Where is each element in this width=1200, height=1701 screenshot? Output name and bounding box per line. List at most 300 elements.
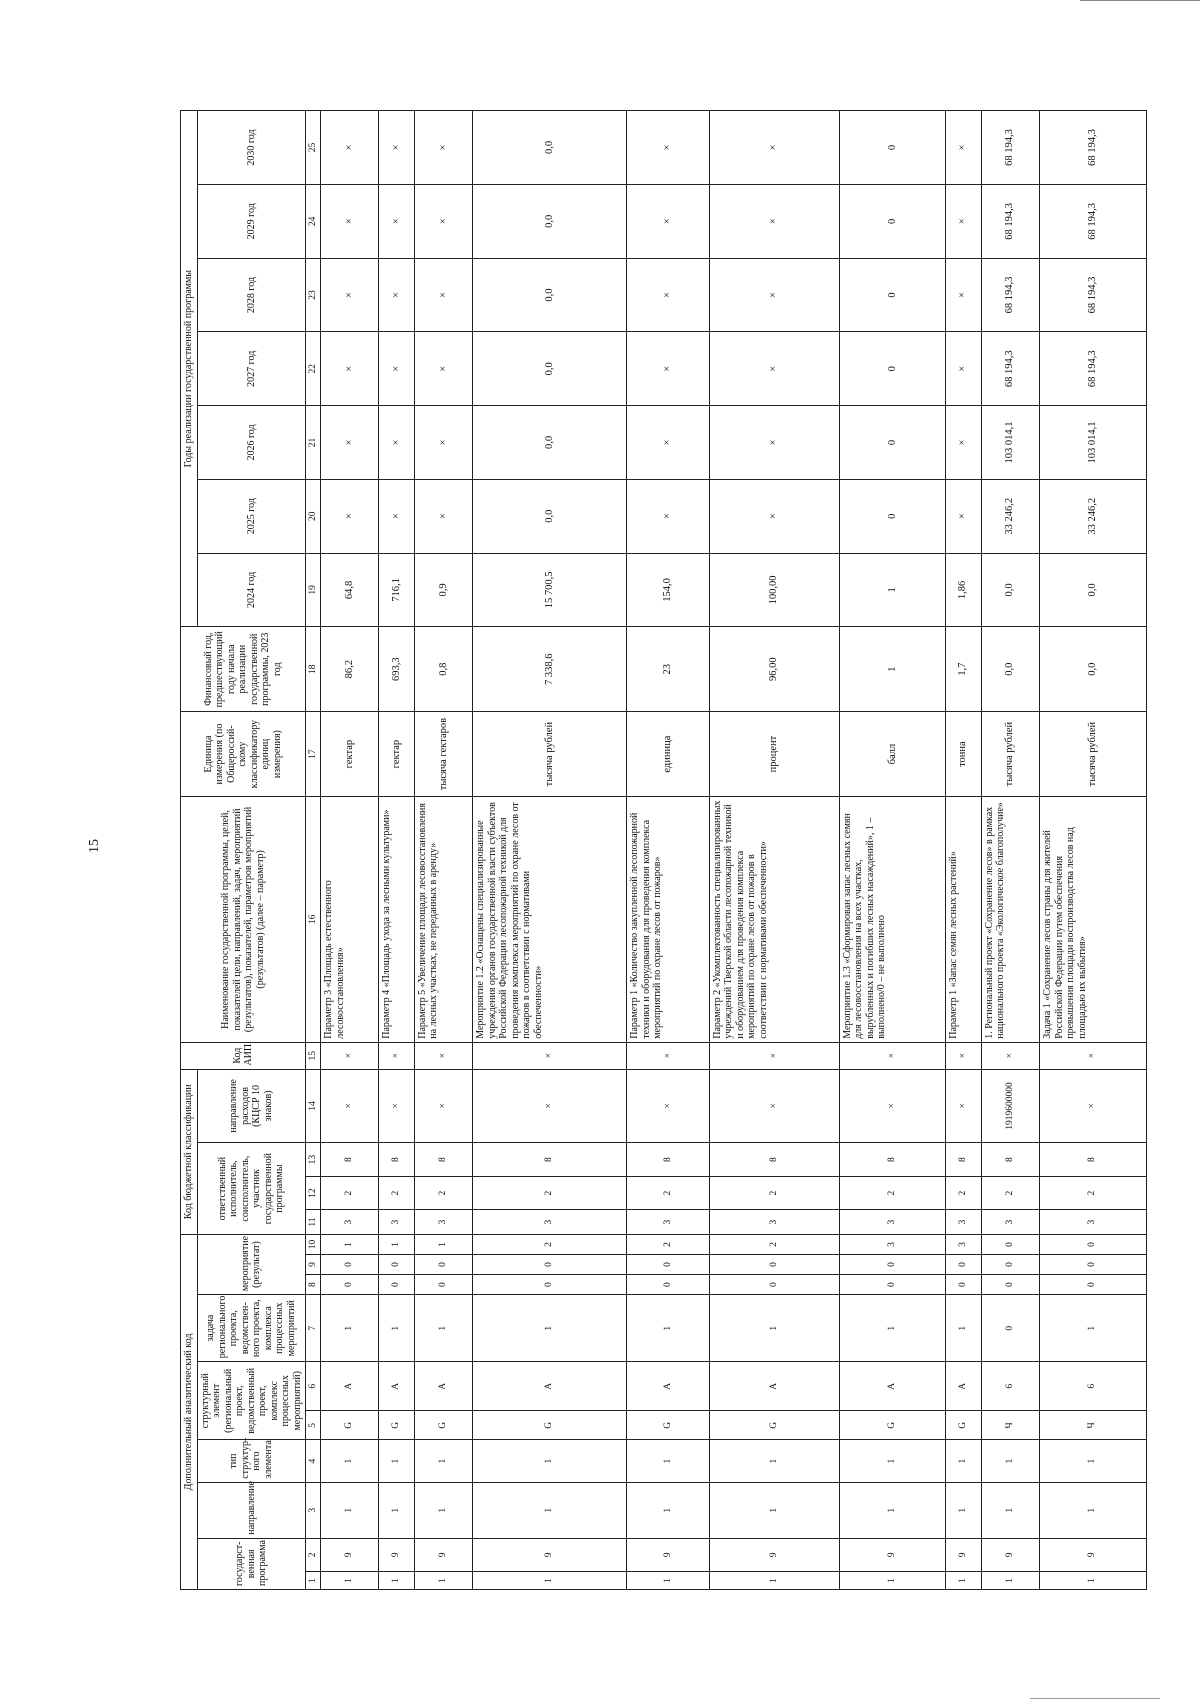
column-number: 10 [306, 1234, 321, 1254]
table-body [321, 111, 1147, 1590]
code-cell: 0 [946, 1275, 982, 1295]
code-cell: 1 [321, 1234, 379, 1254]
code-cell: 1 [473, 1440, 627, 1482]
row-year-value: × [379, 406, 415, 480]
header-year-2026: 2026 год [197, 406, 306, 480]
code-cell: 3 [946, 1234, 982, 1254]
code-cell: 1 [839, 1482, 945, 1538]
column-number: 16 [306, 797, 321, 1043]
code-cell: 2 [321, 1176, 379, 1210]
row-year-value: 716,1 [379, 553, 415, 627]
row-year-value: 0 [839, 332, 945, 406]
header-year-2024: 2024 год [197, 553, 306, 627]
code-cell: 1 [321, 1482, 379, 1538]
code-cell: 1919600000 [981, 1069, 1039, 1143]
code-cell: 1 [414, 1295, 472, 1362]
column-number: 12 [306, 1176, 321, 1210]
code-cell: 1 [709, 1440, 839, 1482]
row-year-value: 0 [839, 184, 945, 258]
code-cell: 1 [981, 1440, 1039, 1482]
code-cell: G [414, 1411, 472, 1440]
code-cell: 1 [321, 1440, 379, 1482]
row-year-value: 68 194,3 [1040, 332, 1146, 406]
code-cell: 8 [709, 1143, 839, 1177]
row-name: Параметр 1 «Количество закупленной лесопожарной техники и оборудования для проведения комплекса мероприятий по охране лесов от пожаров» [627, 797, 709, 1043]
code-cell: × [1040, 1042, 1146, 1069]
code-cell: 6 [981, 1362, 1039, 1411]
code-cell: × [946, 1069, 982, 1143]
code-cell: 1 [839, 1295, 945, 1362]
row-unit: гектар [321, 712, 379, 797]
row-year-value: 154,0 [627, 553, 709, 627]
scan-edge-mark [1030, 1698, 1160, 1699]
code-cell: × [379, 1042, 415, 1069]
code-cell: A [627, 1362, 709, 1411]
code-cell: 0 [473, 1254, 627, 1274]
row-year-value: × [414, 258, 472, 332]
row-year-value: × [379, 111, 415, 185]
header-struct-element: структурный элемент (региональный проект, ведомственный проект, комплекс процессных мероприятий) [197, 1362, 306, 1440]
code-cell: 0 [1040, 1234, 1146, 1254]
table-row [1040, 111, 1146, 1590]
row-unit: гектар [379, 712, 415, 797]
code-cell: × [414, 1042, 472, 1069]
row-name: Мероприятие 1.3 «Сформирован запас лесных семян для лесовосстановления на всех участках, вырубленных и погибших лесных насаждений», 1 – выполнено/0 – не выполнено [839, 797, 945, 1043]
row-year-value: 68 194,3 [981, 111, 1039, 185]
row-name: Параметр 5 «Увеличение площади лесовосстановления на лесных участках, не переданных в аренду» [414, 797, 472, 1043]
code-cell: 8 [321, 1143, 379, 1177]
code-cell: Ч [1040, 1411, 1146, 1440]
row-year-value: 68 194,3 [981, 184, 1039, 258]
header-task: задача регионального проекта, ведомствен-ного проекта, комплекса процессных мероприятий [197, 1295, 306, 1362]
code-cell: × [839, 1042, 945, 1069]
row-year-value: × [379, 258, 415, 332]
column-number: 19 [306, 553, 321, 627]
row-unit: единица [627, 712, 709, 797]
code-cell: G [379, 1411, 415, 1440]
row-base-year-value: 96,00 [709, 627, 839, 712]
code-cell: × [321, 1069, 379, 1143]
row-year-value: × [379, 332, 415, 406]
row-year-value: 68 194,3 [1040, 111, 1146, 185]
header-program: государст-венная программа [197, 1538, 306, 1589]
code-cell: G [946, 1411, 982, 1440]
code-cell: A [946, 1362, 982, 1411]
code-cell: G [709, 1411, 839, 1440]
row-year-value: × [414, 479, 472, 553]
code-cell: 8 [1040, 1143, 1146, 1177]
row-year-value: × [709, 111, 839, 185]
row-unit: тысяча рублей [981, 712, 1039, 797]
code-cell: 1 [1040, 1572, 1146, 1590]
code-cell: 0 [627, 1275, 709, 1295]
row-name: Параметр 3 «Площадь естественного лесовосстановления» [321, 797, 379, 1043]
row-base-year-value: 86,2 [321, 627, 379, 712]
column-number: 25 [306, 111, 321, 185]
code-cell: Ч [981, 1411, 1039, 1440]
code-cell: 8 [839, 1143, 945, 1177]
row-year-value: × [379, 479, 415, 553]
row-year-value: 68 194,3 [1040, 184, 1146, 258]
code-cell: 1 [379, 1572, 415, 1590]
code-cell: 9 [379, 1538, 415, 1572]
row-year-value: × [627, 332, 709, 406]
row-base-year-value: 23 [627, 627, 709, 712]
code-cell: 0 [981, 1234, 1039, 1254]
row-year-value: 33 246,2 [981, 479, 1039, 553]
row-year-value: × [946, 332, 982, 406]
row-year-value: × [321, 111, 379, 185]
row-year-value: 0 [839, 479, 945, 553]
code-cell: 1 [946, 1440, 982, 1482]
code-cell: 1 [1040, 1440, 1146, 1482]
header-expense: направление расходов (КЦСР 10 знаков) [197, 1069, 306, 1143]
row-unit: тысяча рублей [473, 712, 627, 797]
column-number: 14 [306, 1069, 321, 1143]
row-year-value: 0,0 [473, 332, 627, 406]
row-year-value: 0 [839, 111, 945, 185]
row-name: Задача 1 «Сохранение лесов страны для жителей Российской Федерации путем обеспечения превышения площади воспроизводства лесов над площадью их выбытия» [1040, 797, 1146, 1043]
row-year-value: × [321, 332, 379, 406]
code-cell: × [379, 1069, 415, 1143]
code-cell: 1 [473, 1572, 627, 1590]
row-unit: балл [839, 712, 945, 797]
code-cell: 1 [981, 1572, 1039, 1590]
header-years: Годы реализации государственной программы [181, 111, 198, 627]
code-cell: × [627, 1042, 709, 1069]
code-cell: 0 [1040, 1275, 1146, 1295]
code-cell: 2 [1040, 1176, 1146, 1210]
code-cell: 3 [414, 1210, 472, 1235]
column-number: 24 [306, 184, 321, 258]
column-number: 21 [306, 406, 321, 480]
column-number: 6 [306, 1362, 321, 1411]
code-cell: 1 [946, 1482, 982, 1538]
code-cell: A [321, 1362, 379, 1411]
row-year-value: 100,00 [709, 553, 839, 627]
row-year-value: 0,0 [473, 406, 627, 480]
table-row [839, 111, 945, 1590]
row-base-year-value: 7 338,6 [473, 627, 627, 712]
code-cell: 2 [473, 1234, 627, 1254]
row-name: Параметр 2 «Укомплектованность специализированных учреждений Тверской области лесопожарной техникой и оборудованием для проведения комплекса мероприятий по охране лесов от пожаров в соответствии с нормативами обеспеченности» [709, 797, 839, 1043]
code-cell: 1 [414, 1572, 472, 1590]
row-year-value: × [414, 111, 472, 185]
code-cell: 1 [321, 1572, 379, 1590]
code-cell: 1 [379, 1440, 415, 1482]
row-base-year-value: 0,0 [1040, 627, 1146, 712]
header-base-year: Финансовый год, предшествующий году начала реализации государственной программы, 2023 год [181, 627, 306, 712]
code-cell: 0 [1040, 1254, 1146, 1274]
code-cell: 9 [946, 1538, 982, 1572]
code-cell: 2 [946, 1176, 982, 1210]
code-cell: 2 [709, 1176, 839, 1210]
row-year-value: × [946, 111, 982, 185]
code-cell: × [839, 1069, 945, 1143]
code-cell: 2 [981, 1176, 1039, 1210]
column-number: 5 [306, 1411, 321, 1440]
code-cell: 1 [473, 1295, 627, 1362]
code-cell: G [627, 1411, 709, 1440]
row-year-value: 103 014,1 [1040, 406, 1146, 480]
row-year-value: × [709, 406, 839, 480]
code-cell: 1 [709, 1482, 839, 1538]
code-cell: 6 [1040, 1362, 1146, 1411]
code-cell: 1 [473, 1482, 627, 1538]
table-row [981, 111, 1039, 1590]
code-cell: × [709, 1069, 839, 1143]
code-cell: A [379, 1362, 415, 1411]
code-cell: 0 [627, 1254, 709, 1274]
row-year-value: × [321, 406, 379, 480]
program-table [180, 110, 1147, 1590]
row-year-value: 1 [839, 553, 945, 627]
table-row [709, 111, 839, 1590]
table-row [473, 111, 627, 1590]
row-year-value: 0,9 [414, 553, 472, 627]
row-year-value: × [627, 479, 709, 553]
row-year-value: × [321, 184, 379, 258]
code-cell: 0 [981, 1254, 1039, 1274]
code-cell: 1 [627, 1572, 709, 1590]
code-cell: 9 [839, 1538, 945, 1572]
code-cell: 0 [414, 1275, 472, 1295]
code-cell: 9 [1040, 1538, 1146, 1572]
table-row [321, 111, 379, 1590]
code-cell: 3 [473, 1210, 627, 1235]
code-cell: 0 [839, 1254, 945, 1274]
code-cell: 0 [981, 1275, 1039, 1295]
header-name: Наименование государственной программы, целей, показателей цели, направлений, задач, мероприятий (результатов), показателей, параметров мероприятий (результатов) (далее – параметр) [181, 797, 306, 1043]
code-cell: 3 [839, 1234, 945, 1254]
row-year-value: × [414, 184, 472, 258]
code-cell: 1 [379, 1482, 415, 1538]
header-year-2027: 2027 год [197, 332, 306, 406]
code-cell: 2 [709, 1234, 839, 1254]
column-number: 13 [306, 1143, 321, 1177]
code-cell: 3 [627, 1210, 709, 1235]
row-year-value: × [627, 184, 709, 258]
row-year-value: × [946, 184, 982, 258]
code-cell: 1 [1040, 1482, 1146, 1538]
row-year-value: 0,0 [1040, 553, 1146, 627]
row-year-value: 0,0 [981, 553, 1039, 627]
code-cell: 1 [321, 1295, 379, 1362]
code-cell: 1 [627, 1295, 709, 1362]
row-year-value: 0,0 [473, 479, 627, 553]
code-cell: 9 [414, 1538, 472, 1572]
code-cell: × [473, 1069, 627, 1143]
header-year-2030: 2030 год [197, 111, 306, 185]
code-cell: 8 [473, 1143, 627, 1177]
code-cell: × [946, 1042, 982, 1069]
column-number: 18 [306, 627, 321, 712]
column-number: 11 [306, 1210, 321, 1235]
code-cell: 3 [709, 1210, 839, 1235]
row-name: Мероприятие 1.2 «Оснащены специализированные учреждения органов государственной власти субъектов Российской Федерации лесопожарной техникой для проведения комплекса мероприятий по охране лесов от пожаров в соответствии с нормативами обеспеченности» [473, 797, 627, 1043]
row-year-value: × [946, 479, 982, 553]
row-year-value: 0 [839, 258, 945, 332]
column-number: 22 [306, 332, 321, 406]
row-base-year-value: 0,0 [981, 627, 1039, 712]
row-year-value: 15 700,5 [473, 553, 627, 627]
row-year-value: 68 194,3 [981, 332, 1039, 406]
header-executor: ответственный исполнитель, соисполнитель, участник государственной программы [197, 1143, 306, 1235]
row-year-value: 68 194,3 [1040, 258, 1146, 332]
row-year-value: × [946, 258, 982, 332]
code-cell: × [627, 1069, 709, 1143]
code-cell: × [414, 1069, 472, 1143]
code-cell: 1 [414, 1440, 472, 1482]
column-number: 20 [306, 479, 321, 553]
code-cell: × [321, 1042, 379, 1069]
page-number: 15 [87, 839, 102, 853]
row-year-value: × [321, 479, 379, 553]
row-year-value: × [709, 184, 839, 258]
row-year-value: 33 246,2 [1040, 479, 1146, 553]
row-year-value: × [946, 406, 982, 480]
code-cell: A [709, 1362, 839, 1411]
code-cell: 0 [946, 1254, 982, 1274]
code-cell: A [473, 1362, 627, 1411]
header-unit: Единица измерения (по Общероссий-скому классификатору единиц измерения) [181, 712, 306, 797]
row-base-year-value: 1,7 [946, 627, 982, 712]
column-number: 3 [306, 1482, 321, 1538]
row-base-year-value: 1 [839, 627, 945, 712]
row-year-value: × [627, 406, 709, 480]
code-cell: × [1040, 1069, 1146, 1143]
code-cell: 0 [321, 1275, 379, 1295]
code-cell: 9 [473, 1538, 627, 1572]
row-year-value: × [709, 332, 839, 406]
code-cell: 8 [627, 1143, 709, 1177]
code-cell: 8 [981, 1143, 1039, 1177]
row-year-value: 0,0 [473, 111, 627, 185]
code-cell: G [839, 1411, 945, 1440]
header-budget-code: Код бюджетной классификации [181, 1069, 198, 1234]
rotated-table-container [180, 110, 1098, 1590]
code-cell: × [709, 1042, 839, 1069]
row-year-value: 0 [839, 406, 945, 480]
code-cell: 0 [379, 1275, 415, 1295]
table-row [379, 111, 415, 1590]
code-cell: 2 [627, 1234, 709, 1254]
row-year-value: × [321, 258, 379, 332]
column-number: 7 [306, 1295, 321, 1362]
row-year-value: 0,0 [473, 258, 627, 332]
row-year-value: × [709, 479, 839, 553]
code-cell: 0 [473, 1275, 627, 1295]
row-unit: тысяча рублей [1040, 712, 1146, 797]
code-cell: 2 [839, 1176, 945, 1210]
code-cell: 3 [379, 1210, 415, 1235]
row-year-value: × [627, 258, 709, 332]
code-cell: 1 [627, 1440, 709, 1482]
row-unit: процент [709, 712, 839, 797]
code-cell: 0 [379, 1254, 415, 1274]
column-number: 4 [306, 1440, 321, 1482]
header-aip: Код АИП [181, 1042, 306, 1069]
code-cell: 3 [981, 1210, 1039, 1235]
row-year-value: × [709, 258, 839, 332]
code-cell: 0 [839, 1275, 945, 1295]
row-name: Параметр 1 «Запас семян лесных растений» [946, 797, 982, 1043]
row-base-year-value: 0,8 [414, 627, 472, 712]
header-direction: направление [197, 1482, 306, 1538]
code-cell: 1 [981, 1482, 1039, 1538]
code-cell: 8 [379, 1143, 415, 1177]
rotated-table [180, 110, 1098, 1590]
code-cell: G [321, 1411, 379, 1440]
column-number: 15 [306, 1042, 321, 1069]
code-cell: A [839, 1362, 945, 1411]
column-number: 2 [306, 1538, 321, 1572]
code-cell: 0 [981, 1295, 1039, 1362]
code-cell: 1 [946, 1572, 982, 1590]
row-year-value: 64,8 [321, 553, 379, 627]
header-analytic-code: Дополнительный аналитический код [181, 1234, 198, 1589]
code-cell: 9 [981, 1538, 1039, 1572]
table-row [946, 111, 982, 1590]
code-cell: 9 [627, 1538, 709, 1572]
row-unit: тонна [946, 712, 982, 797]
table-row [627, 111, 709, 1590]
code-cell: 2 [414, 1176, 472, 1210]
code-cell: 1 [709, 1572, 839, 1590]
code-cell: 1 [379, 1295, 415, 1362]
column-number: 9 [306, 1254, 321, 1274]
code-cell: 9 [709, 1538, 839, 1572]
row-year-value: 0,0 [473, 184, 627, 258]
code-cell: 0 [709, 1254, 839, 1274]
code-cell: 3 [321, 1210, 379, 1235]
row-name: 1. Региональный проект «Сохранение лесов» в рамках национального проекта «Экологическое благополучие» [981, 797, 1039, 1043]
row-year-value: 1,86 [946, 553, 982, 627]
row-year-value: × [414, 332, 472, 406]
code-cell: 1 [839, 1440, 945, 1482]
row-year-value: × [627, 111, 709, 185]
row-base-year-value: 693,3 [379, 627, 415, 712]
header-year-2029: 2029 год [197, 184, 306, 258]
column-number: 17 [306, 712, 321, 797]
row-year-value: 68 194,3 [981, 258, 1039, 332]
header-year-2025: 2025 год [197, 479, 306, 553]
code-cell: 1 [414, 1234, 472, 1254]
code-cell: 3 [839, 1210, 945, 1235]
header-year-2028: 2028 год [197, 258, 306, 332]
code-cell: × [981, 1042, 1039, 1069]
column-number: 1 [306, 1572, 321, 1590]
code-cell: 2 [627, 1176, 709, 1210]
column-numbers-row [306, 111, 321, 1590]
code-cell: 1 [379, 1234, 415, 1254]
row-year-value: × [379, 184, 415, 258]
code-cell: A [414, 1362, 472, 1411]
code-cell: 3 [1040, 1210, 1146, 1235]
code-cell: 1 [839, 1572, 945, 1590]
table-row [414, 111, 472, 1590]
code-cell: 2 [473, 1176, 627, 1210]
code-cell: 1 [946, 1295, 982, 1362]
code-cell: 3 [946, 1210, 982, 1235]
header-event: мероприятие (результат) [197, 1234, 306, 1294]
row-year-value: 103 014,1 [981, 406, 1039, 480]
code-cell: 1 [709, 1295, 839, 1362]
code-cell: 8 [946, 1143, 982, 1177]
column-number: 8 [306, 1275, 321, 1295]
code-cell: 1 [414, 1482, 472, 1538]
code-cell: 8 [414, 1143, 472, 1177]
